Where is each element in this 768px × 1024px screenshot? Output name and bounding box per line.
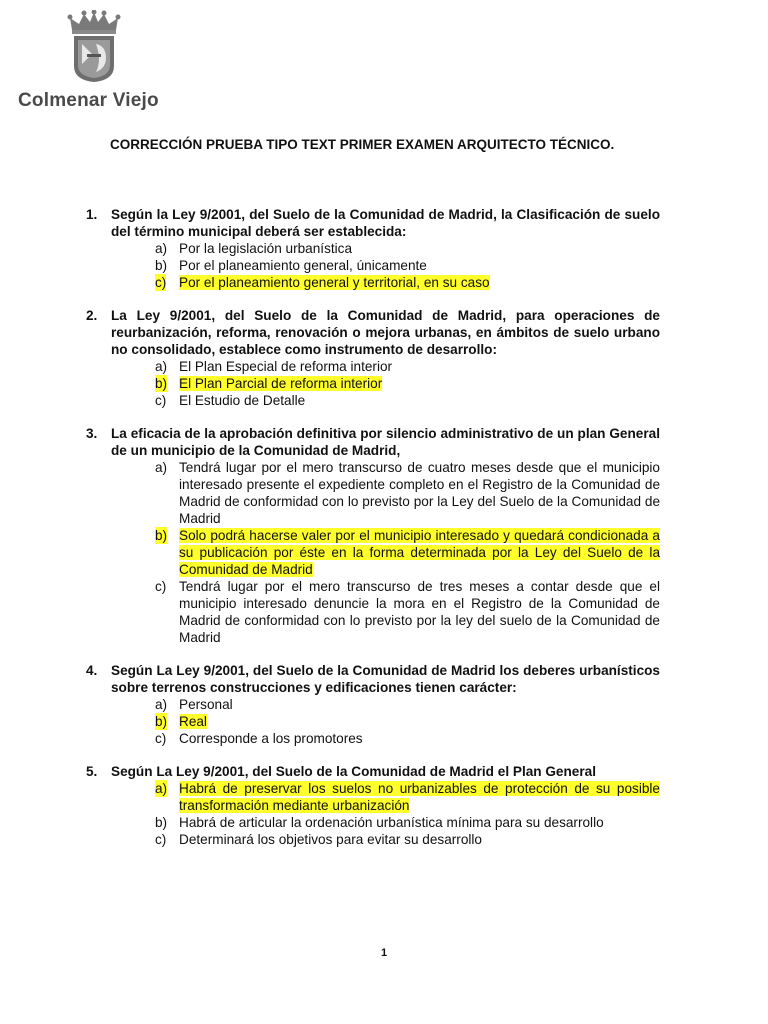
question-number: 2. — [86, 308, 98, 323]
answer-option-correct — [111, 375, 660, 392]
question-number: 1. — [86, 207, 98, 222]
question-item — [86, 763, 660, 848]
question-item — [86, 307, 660, 409]
option-text: Solo podrá hacerse valer por el municipio interesado y quedará condicionada a su publicación por éste en la forma determinada por la Ley del Suelo de la Comunidad de Madrid — [179, 528, 660, 577]
answer-option-correct — [111, 713, 660, 730]
option-text: Por el planeamiento general, únicamente — [179, 258, 427, 273]
option-letter: a) — [155, 697, 168, 712]
option-letter: c) — [155, 579, 167, 594]
question-text: Según La Ley 9/2001, del Suelo de la Comunidad de Madrid los deberes urbanísticos sobre terrenos construcciones y edificaciones tienen carácter: — [111, 663, 660, 695]
municipal-logo — [18, 8, 168, 111]
option-letter: a) — [155, 241, 168, 256]
option-letter: b) — [155, 258, 168, 273]
answer-option-correct — [111, 527, 660, 578]
answer-option — [111, 257, 660, 274]
option-letter: c) — [155, 731, 167, 746]
question-text: Según La Ley 9/2001, del Suelo de la Comunidad de Madrid el Plan General — [111, 764, 596, 779]
question-number: 4. — [86, 663, 98, 678]
option-letter: a) — [155, 781, 168, 796]
answer-option — [111, 730, 660, 747]
answer-option-correct — [111, 274, 660, 291]
option-text: Por la legislación urbanística — [179, 241, 353, 256]
answer-option — [111, 392, 660, 409]
option-letter: b) — [155, 714, 168, 729]
question-list — [86, 206, 660, 864]
page-number: 1 — [380, 947, 388, 959]
question-text: Según la Ley 9/2001, del Suelo de la Comunidad de Madrid, la Clasificación de suelo del término municipal deberá ser establecida: — [111, 207, 660, 239]
question-number: 3. — [86, 426, 98, 441]
city-name: Colmenar Viejo — [18, 90, 159, 111]
answer-options — [111, 240, 660, 291]
answer-option-correct — [111, 780, 660, 814]
option-text: Tendrá lugar por el mero transcurso de tres meses a contar desde que el municipio interesado denuncie la mora en el Registro de la Comunidad de Madrid de conformidad con lo previsto por la ley del suelo de la Comunidad de Madrid — [179, 579, 660, 645]
option-letter: b) — [155, 815, 168, 830]
option-text: Real — [179, 714, 207, 729]
answer-option — [111, 358, 660, 375]
option-letter: c) — [155, 832, 167, 847]
option-letter: a) — [155, 460, 168, 475]
question-item — [86, 662, 660, 747]
option-text: Por el planeamiento general y territorial, en su caso — [179, 275, 490, 290]
option-letter: c) — [155, 275, 167, 290]
option-text: Corresponde a los promotores — [179, 731, 363, 746]
option-letter: b) — [155, 376, 168, 391]
option-text: El Estudio de Detalle — [179, 393, 306, 408]
option-text: Habrá de articular la ordenación urbanística mínima para su desarrollo — [179, 815, 604, 830]
option-text: Personal — [179, 697, 233, 712]
option-letter: a) — [155, 359, 168, 374]
option-text: El Plan Especial de reforma interior — [179, 359, 393, 374]
answer-option — [111, 459, 660, 527]
answer-options — [111, 459, 660, 646]
answer-options — [111, 358, 660, 409]
answer-options — [111, 780, 660, 848]
option-letter: b) — [155, 528, 168, 543]
answer-options — [111, 696, 660, 747]
answer-option — [111, 696, 660, 713]
option-text: Determinará los objetivos para evitar su desarrollo — [179, 832, 482, 847]
page-title: CORRECCIÓN PRUEBA TIPO TEXT PRIMER EXAMEN ARQUITECTO TÉCNICO. — [110, 137, 615, 152]
option-text: El Plan Parcial de reforma interior — [179, 376, 383, 391]
question-item — [86, 425, 660, 646]
answer-option — [111, 831, 660, 848]
answer-option — [111, 814, 660, 831]
answer-option — [111, 240, 660, 257]
answer-option — [111, 578, 660, 646]
option-text: Habrá de preservar los suelos no urbanizables de protección de su posible transformación mediante urbanización — [179, 781, 660, 813]
question-text: La Ley 9/2001, del Suelo de la Comunidad de Madrid, para operaciones de reurbanización, reforma, renovación o mejora urbanas, en ámbitos de suelo urbano no consolidado, establece como instrumento de desarrollo: — [111, 308, 660, 357]
coat-of-arms-icon — [66, 10, 122, 84]
question-text: La eficacia de la aprobación definitiva por silencio administrativo de un plan General de un municipio de la Comunidad de Madrid, — [111, 426, 660, 458]
question-item — [86, 206, 660, 291]
option-letter: c) — [155, 393, 167, 408]
question-number: 5. — [86, 764, 98, 779]
option-text: Tendrá lugar por el mero transcurso de cuatro meses desde que el municipio interesado presente el expediente completo en el Registro de la Comunidad de Madrid de conformidad con lo previsto por la Ley del Suelo de la Comunidad de Madrid — [179, 460, 660, 526]
